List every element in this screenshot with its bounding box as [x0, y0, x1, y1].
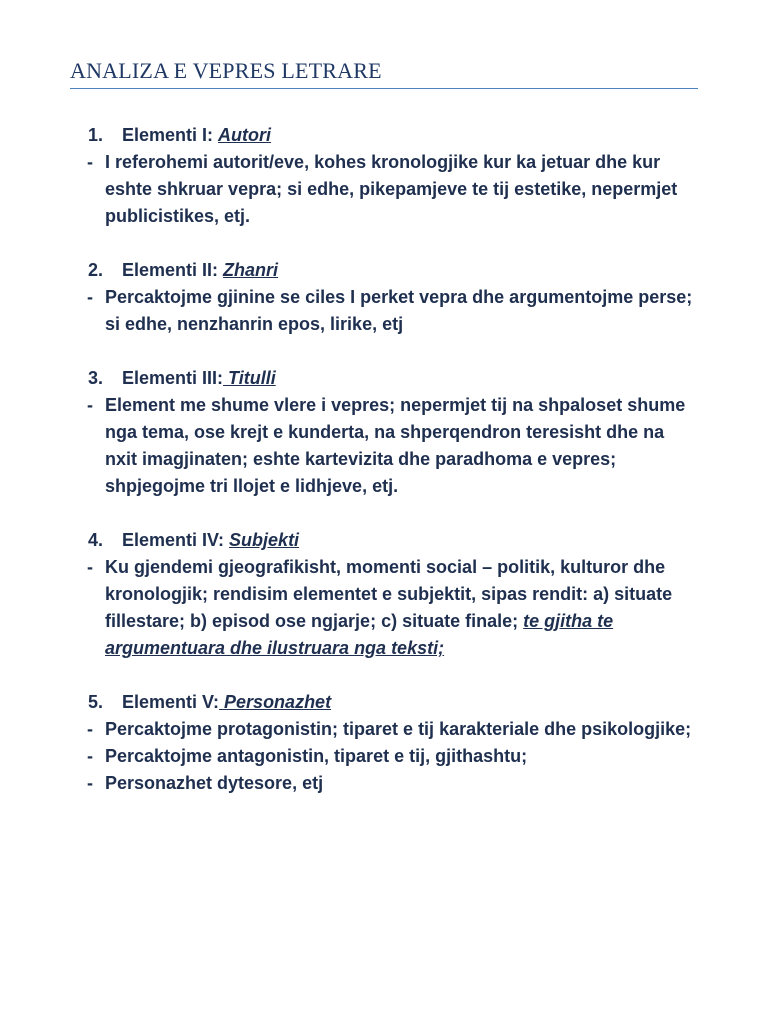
bullet-dash: -	[87, 287, 93, 307]
section-number: 5.	[88, 692, 104, 712]
list-item-text: Percaktojme antagonistin, tiparet e tij, gjithashtu;	[105, 746, 528, 766]
list-item	[0, 284, 695, 338]
list-item	[0, 770, 695, 797]
section-label: Elementi IV:	[122, 530, 230, 550]
section-value: Autori	[218, 125, 272, 145]
document-title: ANALIZA E VEPRES LETRARE	[70, 58, 382, 83]
section-personazhet	[0, 689, 768, 797]
section-value: Titulli	[223, 368, 276, 388]
list-item-text: I referohemi autorit/eve, kohes kronologjike kur ka jetuar dhe kur eshte shkruar vepra; si edhe, pikepamjeve te tij estetike, nepermjet publicistikes, etj.	[105, 152, 678, 226]
document-body	[0, 122, 768, 824]
title-underline-rule	[70, 88, 698, 89]
bullet-dash: -	[87, 773, 93, 793]
section-heading	[0, 257, 768, 284]
list-item-italic-text: te gjitha te argumentuara dhe ilustruara nga teksti;	[105, 611, 614, 658]
list-item	[0, 554, 695, 662]
section-label: Elementi III:	[122, 368, 224, 388]
section-heading	[0, 122, 768, 149]
section-subjekti	[0, 527, 768, 662]
section-number: 1.	[88, 125, 104, 145]
list-item	[0, 716, 695, 743]
section-value: Zhanri	[223, 260, 279, 280]
list-item	[0, 149, 695, 230]
list-item-text: Element me shume vlere i vepres; nepermjet tij na shpaloset shume nga tema, ose krejt e kunderta, na shperqendron teresisht dhe na nxit imagjinaten; eshte kartevizita dhe paradhoma e vepres; shpjegojme tri llojet e lidhjeve, etj.	[105, 395, 686, 496]
list-item-text: Ku gjendemi gjeografikisht, momenti social – politik, kulturor dhe kronologjik; rendisim elementet e subjektit, sipas rendit: a) situate fillestare; b) episod ose ngjarje; c) situate finale;	[105, 557, 673, 631]
list-item-text: Percaktojme protagonistin; tiparet e tij karakteriale dhe psikologjike;	[105, 719, 692, 739]
bullet-dash: -	[87, 557, 93, 577]
section-label: Elementi V:	[122, 692, 220, 712]
bullet-dash: -	[87, 719, 93, 739]
section-number: 2.	[88, 260, 104, 280]
section-number: 4.	[88, 530, 104, 550]
bullet-dash: -	[87, 746, 93, 766]
section-heading	[0, 365, 768, 392]
list-item	[0, 743, 695, 770]
list-item	[0, 392, 695, 500]
section-zhanri	[0, 257, 768, 338]
bullet-dash: -	[87, 395, 93, 415]
section-heading	[0, 689, 768, 716]
section-autori	[0, 122, 768, 230]
section-number: 3.	[88, 368, 104, 388]
section-label: Elementi II:	[122, 260, 224, 280]
list-item-text: Percaktojme gjinine se ciles I perket vepra dhe argumentojme perse; si edhe, nenzhanrin epos, lirike, etj	[105, 287, 693, 334]
section-heading	[0, 527, 768, 554]
section-titulli	[0, 365, 768, 500]
section-value: Subjekti	[229, 530, 300, 550]
list-item-text: Personazhet dytesore, etj	[105, 773, 324, 793]
bullet-dash: -	[87, 152, 93, 172]
section-label: Elementi I:	[122, 125, 219, 145]
section-value: Personazhet	[219, 692, 332, 712]
